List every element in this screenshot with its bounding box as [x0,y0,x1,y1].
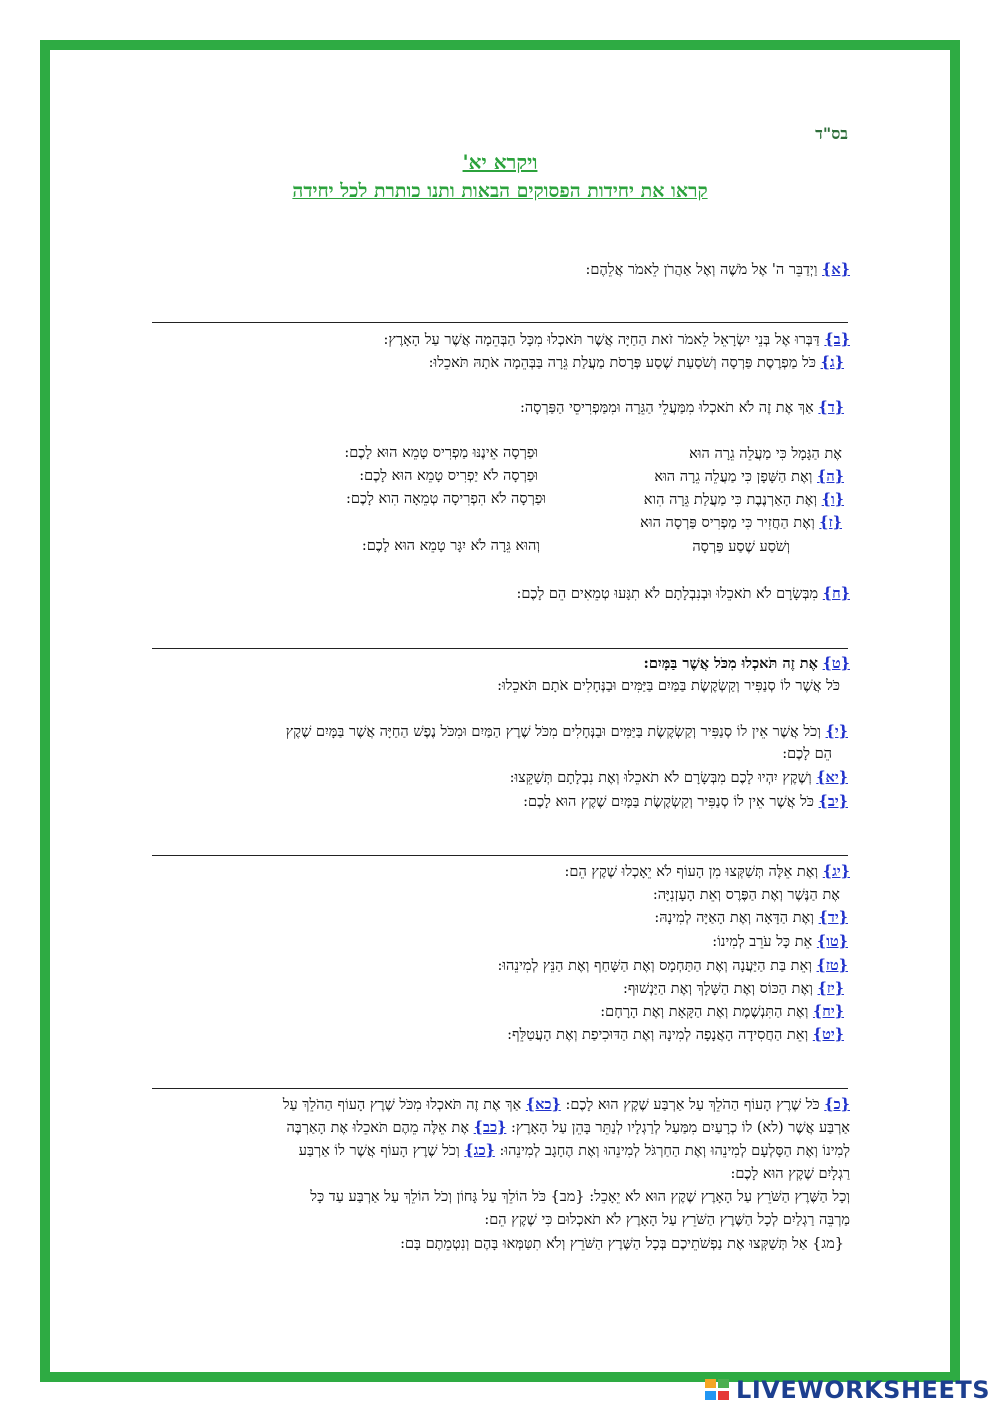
table-row-left [362,538,540,555]
verse-number: {כב} [473,1119,507,1136]
verse-text: וְאֶת הַכּוֹס וְאֶת הַשָּׁלָךְ וְאֶת הַיַּנְשׁוּף: [622,981,813,997]
verse-mb-line2 [484,1210,850,1230]
verse-text: אַרְבַּע אֲשֶׁר (לא) לוֹ כְרָעַיִם מִמַּעַל לְרַגְלָיו לְנַתֵּר בָּהֵן עַל הָאָרֶץ: [510,1120,850,1136]
verse-g [429,353,844,373]
verse-t [644,654,851,674]
verse-yt [507,1025,844,1045]
page-subtitle: קראו את יחידות הפסוקים הבאות ותנו כותרת לכל יחידה [292,180,708,202]
verse-text: וְכֹל אֲשֶׁר אֵין לוֹ סְנַפִּיר וְקַשְׂקֶשֶׂת בַּיַּמִּים וּבַנְּחָלִים מִכֹּל שֶׁרֶץ הַמַּיִם וּמִכֹּל נֶפֶשׁ הַחַיָּה אֲשֶׁר בַּמָּיִם שֶׁקֶץ [285,724,821,740]
table-row [692,538,790,556]
verse-text: כֹּל אֲשֶׁר לוֹ סְנַפִּיר וְקַשְׂקֶשֶׂת בַּמַּיִם בַּיַּמִּים וּבַנְּחָלִים אֹתָם תֹּאכֵלוּ: [497,678,840,694]
verse-text: דַּבְּרוּ אֶל בְּנֵי יִשְׂרָאֵל לֵאמֹר זֹאת הַחַיָּה אֲשֶׁר תֹּאכְלוּ מִכָּל הַבְּהֵמָה אֲשֶׁר עַל הָאָרֶץ: [383,332,820,348]
verse-number: {ג} [820,354,844,371]
table-row-left [344,445,538,462]
verse-text: {מג} אַל תְּשַׁקְּצוּ אֶת נַפְשֹׁתֵיכֶם בְּכָל הַשֶּׁרֶץ הַשֹּׁרֵץ וְלֹא תִטַּמְּאוּ בָּהֶם וְנִטְמֵתֶם בָּם: [400,1236,844,1252]
verse-number: {ה} [817,468,844,485]
verse-text: רַגְלָיִם שֶׁקֶץ הוּא לָכֶם: [730,1166,850,1182]
verse-text: הֵם לָכֶם: [782,746,832,762]
verse-number: {ו} [821,491,844,508]
verse-k-line2 [286,1118,850,1138]
verse-text: וְשֶׁקֶץ יִהְיוּ לָכֶם מִבְּשָׂרָם לֹא תֹאכֵלוּ וְאֶת נִבְלָתָם תְּשַׁקֵּצוּ: [509,770,812,786]
section-divider [152,648,848,649]
table-row-left [346,491,546,508]
verse-text: וְכֹל שֶׁרֶץ הָעוֹף אֲשֶׁר לוֹ אַרְבַּע [298,1143,460,1159]
verse-b [384,330,850,350]
table-cell-left: וְהוּא גֵּרָה לֹא יִגָּר טָמֵא הוּא לָכֶם: [361,538,540,554]
verse-text: וְאֶת אֵלֶּה תְּשַׁקְּצוּ מִן הָעוֹף לֹא יֵאָכְלוּ שֶׁקֶץ הֵם: [564,864,819,880]
verse-number: {ד} [818,399,844,416]
verse-h [516,584,850,604]
verse-text: אַךְ אֶת זֶה לֹא תֹאכְלוּ מִמַּעֲלֵי הַגֵּרָה וּמִמַּפְרִיסֵי הַפַּרְסָה: [519,400,814,416]
verse-tz [497,956,848,976]
verse-number: {ח} [822,585,850,602]
verse-text: וְאֵת בַּת הַיַּעֲנָה וְאֶת הַתַּחְמָס וְאֶת הַשָּׁחַף וְאֶת הַנֵּץ לְמִינֵהוּ: [497,958,812,974]
verse-text: וְכָל הַשֶּׁרֶץ הַשֹּׁרֵץ עַל הָאָרֶץ שֶׁקֶץ הוּא לֹא יֵאָכֵל: {מב} כֹּל הוֹלֵךְ עַל גָּחוֹן וְכֹל הוֹלֵךְ עַל אַרְבַּע עַד כָּל [310,1189,850,1205]
verse-yd [654,908,848,928]
verse-yg-cont [653,885,840,905]
verse-d [520,398,844,418]
verse-text: וַיְדַבֵּר ה' אֶל מֹשֶׁה וְאֶל אַהֲרֹן לֵאמֹר אֲלֵהֶם: [585,262,818,278]
table-cell-right: וְשֹׁסַע שֶׁסַע פַּרְסָה [692,539,790,555]
verse-text: מִבְּשָׂרָם לֹא תֹאכֵלוּ וּבְנִבְלָתָם לֹא תִגָּעוּ טְמֵאִים הֵם לָכֶם: [516,586,819,602]
section-divider [152,855,848,856]
verse-number: {יג} [822,863,850,880]
verse-number: {ז} [819,514,842,531]
verse-number: {כג} [464,1142,495,1159]
verse-ya [510,768,848,788]
verse-mg [400,1234,844,1254]
table-row-left [359,468,538,485]
verse-yh [600,1002,844,1022]
verse-yg [565,862,850,882]
table-cell-left: וּפַרְסָה אֵינֶנּוּ מַפְרִיס טָמֵא הוּא לָכֶם: [344,445,538,461]
verse-number: {טז} [816,957,848,974]
verse-number: {כ} [824,1096,850,1113]
page-title: ויקרא יא' [462,150,538,174]
verse-text: אֵת כָּל עֹרֵב לְמִינוֹ: [712,934,813,950]
verse-number: {א} [822,261,850,278]
verse-number: {יב} [818,793,848,810]
table-cell-right: וְאֶת הַחֲזִיר כִּי מַפְרִיס פַּרְסָה הוּא [640,515,815,531]
verse-text: אֶת אֵלֶּה מֵהֶם תֹּאכֵלוּ אֶת הָאַרְבֶּה [286,1120,470,1136]
verse-number: {טו} [816,933,848,950]
table-cell-left: וּפַרְסָה לֹא יַפְרִיס טָמֵא הוּא לָכֶם: [359,468,538,484]
verse-text: כֹּל שֶׁרֶץ הָעוֹף הַהֹלֵךְ עַל אַרְבַּע שֶׁקֶץ הוּא לָכֶם: [565,1097,820,1113]
section-divider [152,1088,848,1089]
table-cell-right: אֶת הַגָּמָל כִּי מַעֲלֵה גֵרָה הוּא [689,446,842,462]
verse-number: {יז} [817,980,844,997]
verse-k-line4 [730,1164,850,1184]
verse-text: וְאֶת הַתִּנְשֶׁמֶת וְאֶת הַקָּאָת וְאֶת הָרָחָם: [600,1004,809,1020]
verse-text: אַךְ אֶת זֶה תֹּאכְלוּ מִכֹּל שֶׁרֶץ הָעוֹף הַהֹלֵךְ עַל [282,1097,522,1113]
verse-text: כֹּל אֲשֶׁר אֵין לוֹ סְנַפִּיר וְקַשְׂקֶשֶׂת בַּמָּיִם שֶׁקֶץ הוּא לָכֶם: [523,794,814,810]
verse-k-line3 [299,1141,850,1161]
table-row [689,445,842,463]
verse-text: אֶת זֶה תֹּאכְלוּ מִכֹּל אֲשֶׁר בַּמָּיִם: [643,655,818,672]
verse-yz [623,979,844,999]
verse-number: {כא} [525,1096,561,1113]
table-cell-left: וּפַרְסָה לֹא הִפְרִיסָה טְמֵאָה הִוא לָכֶם: [346,491,546,507]
verse-mb-line1 [310,1187,850,1207]
header-bsd: בס"ד [815,124,848,143]
verse-number: {י} [825,723,848,740]
table-row [654,468,844,486]
verse-text: וְאֵת הַחֲסִידָה הָאֲנָפָה לְמִינָהּ וְאֶת הַדּוּכִיפַת וְאֶת הָעֲטַלֵּף: [507,1027,809,1043]
verse-text: וְאֶת הַדָּאָה וְאֶת הָאַיָּה לְמִינָהּ: [654,910,814,926]
table-row [640,514,842,532]
liveworksheets-logo [705,1376,990,1404]
verse-text: לְמִינוֹ וְאֶת הַסָּלְעָם לְמִינֵהוּ וְאֶת הַחַרְגֹּל לְמִינֵהוּ וְאֶת הֶחָגָב לְמִינֵהוּ: [499,1143,850,1159]
table-row [644,491,844,509]
section-divider [152,322,848,323]
verse-text: מַרְבֵּה רַגְלַיִם לְכָל הַשֶּׁרֶץ הַשֹּׁרֵץ עַל הָאָרֶץ לֹא תֹאכְלוּם כִּי שֶׁקֶץ הֵם: [484,1212,850,1228]
verse-y-cont [782,744,832,764]
verse-y [286,722,848,742]
verse-number: {ב} [824,331,850,348]
verse-tv [712,932,848,952]
verse-a [586,260,850,280]
verse-yb [523,792,848,812]
brand-name: LIVEWORKSHEETS [736,1376,990,1404]
verse-number: {יח} [812,1003,844,1020]
verse-number: {יט} [812,1026,844,1043]
verse-k-line1 [283,1095,850,1115]
verse-t-cont [497,676,840,696]
verse-text: אֶת הַנֶּשֶׁר וְאֶת הַפֶּרֶס וְאֵת הָעָזְנִיָּה: [652,887,840,903]
verse-number: {ט} [822,655,850,672]
verse-text: כֹּל מַפְרֶסֶת פַּרְסָה וְשֹׁסַעַת שֶׁסַע פְּרָסֹת מַעֲלַת גֵּרָה בַּבְּהֵמָה אֹתָהּ תֹּאכֵלוּ: [428,355,816,371]
table-cell-right: וְאֶת הָאַרְנֶבֶת כִּי מַעֲלַת גֵּרָה הִוא [643,492,818,508]
logo-icon [705,1379,731,1401]
table-cell-right: וְאֶת הַשָּׁפָן כִּי מַעֲלֵה גֵרָה הוּא [654,469,813,485]
verse-number: {יא} [816,769,848,786]
verse-number: {יד} [818,909,848,926]
